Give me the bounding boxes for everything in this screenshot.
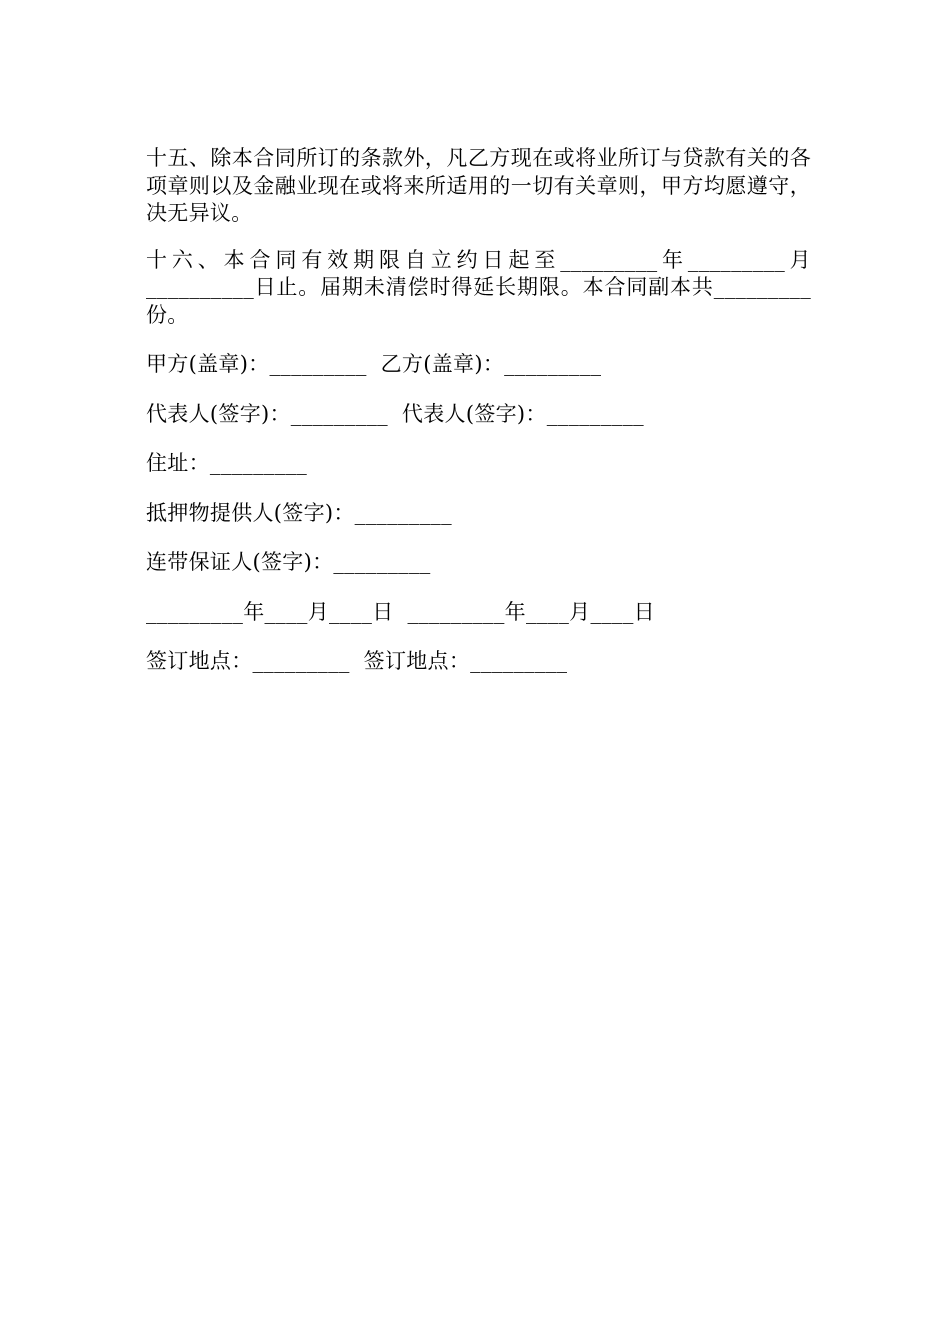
clause-15: 十五、除本合同所订的条款外，凡乙方现在或将业所订与贷款有关的各项章则以及金融业现在或将来所适用的一切有关章则，甲方均愿遵守，决无异议。 bbox=[146, 146, 811, 225]
collateral-provider-line: 抵押物提供人(签字)：_________ bbox=[146, 500, 452, 525]
address-line: 住址：_________ bbox=[146, 451, 308, 475]
guarantor-line: 连带保证人(签字)：_________ bbox=[146, 550, 431, 574]
party-seal-line: 甲方(盖章)：_________ 乙方(盖章)：_________ bbox=[146, 352, 602, 376]
signing-place-line: 签订地点：_________ 签订地点：_________ bbox=[146, 649, 568, 673]
document-body bbox=[146, 145, 811, 676]
clause-16: 十六、本合同有效期限自立约日起至_________年_________月__________日止。届期未清偿时得延长期限。本合同副本共_________份。 bbox=[146, 247, 811, 327]
representative-line: 代表人(签字)：_________ 代表人(签字)：_________ bbox=[146, 401, 644, 426]
date-line: _________年____月____日 _________年____月____日 bbox=[146, 599, 655, 624]
